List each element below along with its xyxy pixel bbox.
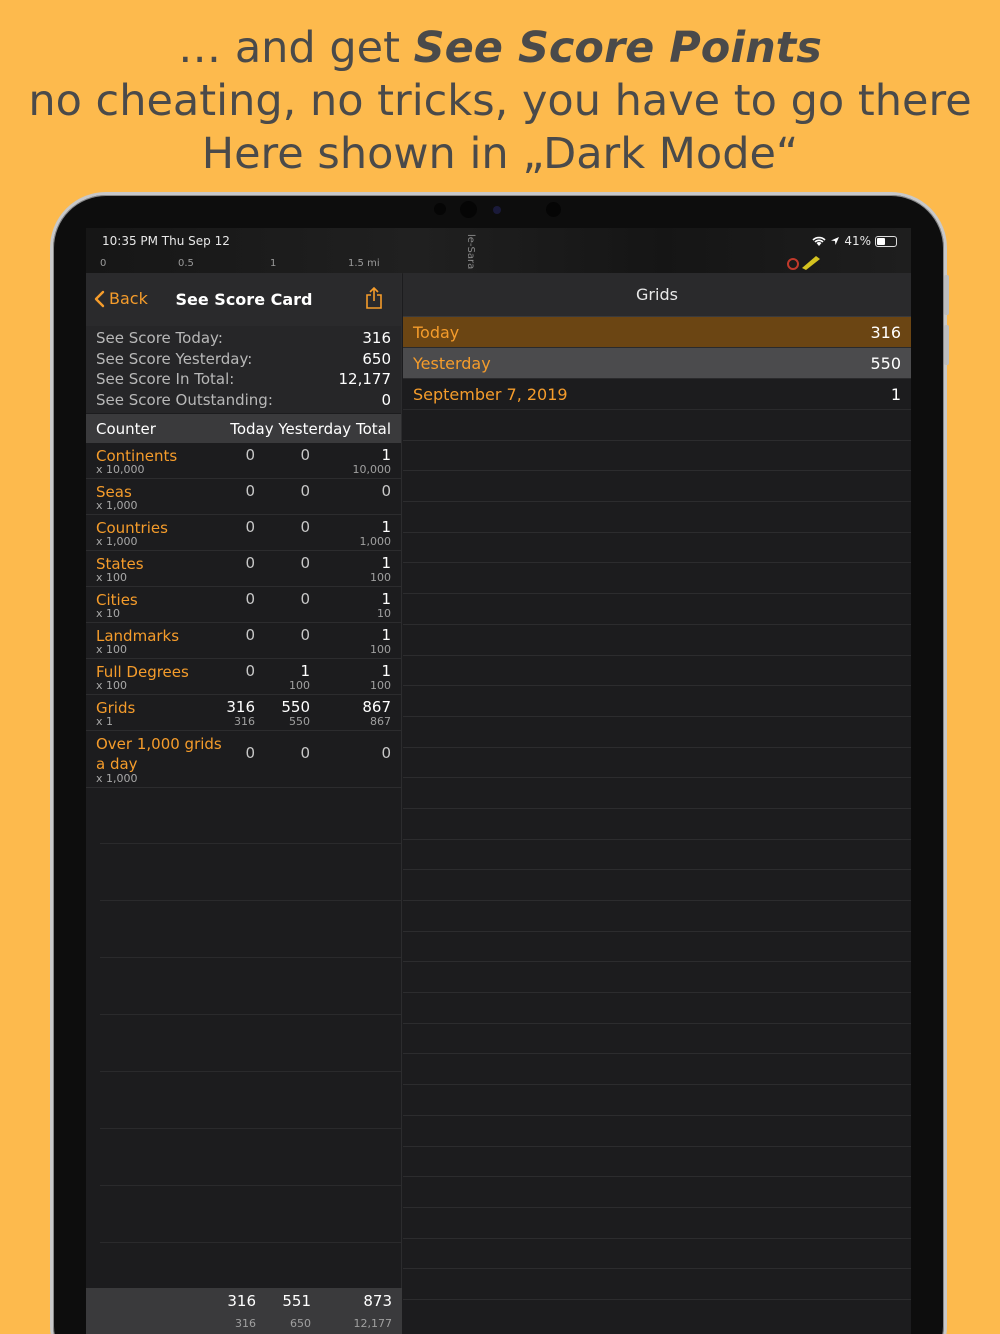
footer-total: 873 xyxy=(363,1292,392,1310)
footer-yesterday-sub: 650 xyxy=(290,1317,311,1330)
headline-line-2: no cheating, no tricks, you have to go there xyxy=(28,76,972,126)
footer-today-sub: 316 xyxy=(235,1317,256,1330)
detail-row-today[interactable]: Today 316 xyxy=(403,317,911,348)
map-street-label: le-Sara xyxy=(465,234,476,270)
status-time: 10:35 PM Thu Sep 12 xyxy=(102,234,230,248)
headline xyxy=(0,22,1000,181)
counter-row-countries[interactable]: Countries x 1,000 0 0 1 1,000 xyxy=(86,515,401,551)
map-scale-2: 1 xyxy=(270,258,277,269)
counter-row-landmarks[interactable]: Landmarks x 100 0 0 1 100 xyxy=(86,623,401,659)
detail-empty-rows xyxy=(403,410,911,1300)
volume-up-button xyxy=(944,275,949,315)
headline-emphasis: See Score Points xyxy=(413,23,822,73)
counter-row-states[interactable]: States x 100 0 0 1 100 xyxy=(86,551,401,587)
detail-title: Grids xyxy=(403,273,911,317)
footer-today: 316 xyxy=(227,1292,256,1310)
counter-row-seas[interactable]: Seas x 1,000 0 0 0 xyxy=(86,479,401,515)
back-label: Back xyxy=(109,289,148,308)
map-scale-0: 0 xyxy=(100,258,107,269)
map-scale-1: 0.5 xyxy=(178,258,194,269)
share-icon xyxy=(365,287,383,309)
footer-yesterday: 551 xyxy=(282,1292,311,1310)
counter-list xyxy=(86,443,401,788)
header-columns: Today Yesterday Total xyxy=(230,419,391,438)
summary-row: See Score Outstanding: 0 xyxy=(96,390,391,409)
summary-row: See Score Today: 316 xyxy=(96,329,391,347)
camera-flash-icon xyxy=(546,202,561,217)
totals-footer xyxy=(86,1288,402,1334)
detail-row-date[interactable]: September 7, 2019 1 xyxy=(403,379,911,410)
map-background[interactable] xyxy=(86,228,911,274)
grids-detail-panel xyxy=(403,273,911,1334)
counter-row-cities[interactable]: Cities x 10 0 0 1 10 xyxy=(86,587,401,623)
camera-sensor-icon xyxy=(434,203,446,215)
location-arrow-icon xyxy=(830,236,840,246)
detail-row-yesterday[interactable]: Yesterday 550 xyxy=(403,348,911,379)
score-card-panel xyxy=(86,273,402,1334)
summary-row: See Score Yesterday: 650 xyxy=(96,349,391,368)
nav-title: See Score Card xyxy=(175,290,313,309)
counter-row-over-1000-grids[interactable]: Over 1,000 grids a day x 1,000 0 0 0 xyxy=(86,731,401,788)
status-indicators xyxy=(812,234,897,248)
wifi-icon xyxy=(812,236,826,247)
counter-table-header xyxy=(86,413,401,443)
headline-line-3: Here shown in „Dark Mode“ xyxy=(201,129,799,179)
share-button[interactable] xyxy=(365,287,383,313)
nav-bar xyxy=(86,273,401,326)
camera-dot-icon xyxy=(493,206,501,214)
counter-row-continents[interactable]: Continents x 10,000 0 0 1 10,000 xyxy=(86,443,401,479)
map-scale-3: 1.5 mi xyxy=(348,258,380,269)
counter-row-full-degrees[interactable]: Full Degrees x 100 0 1 100 1 100 xyxy=(86,659,401,695)
footer-total-sub: 12,177 xyxy=(353,1317,392,1330)
headline-line-1: … and get See Score Points xyxy=(178,23,822,73)
map-marker-icon xyxy=(786,250,826,272)
header-counter: Counter xyxy=(96,419,156,438)
volume-down-button xyxy=(944,325,949,365)
camera-lens-icon xyxy=(460,201,477,218)
summary-row: See Score In Total: 12,177 xyxy=(96,370,391,388)
counter-row-grids[interactable]: Grids x 1 316 316 550 550 867 867 xyxy=(86,695,401,731)
battery-percent: 41% xyxy=(844,234,871,248)
screen xyxy=(86,228,911,1334)
score-summary xyxy=(86,326,401,413)
empty-list-area xyxy=(100,787,401,1300)
battery-icon xyxy=(875,236,897,247)
